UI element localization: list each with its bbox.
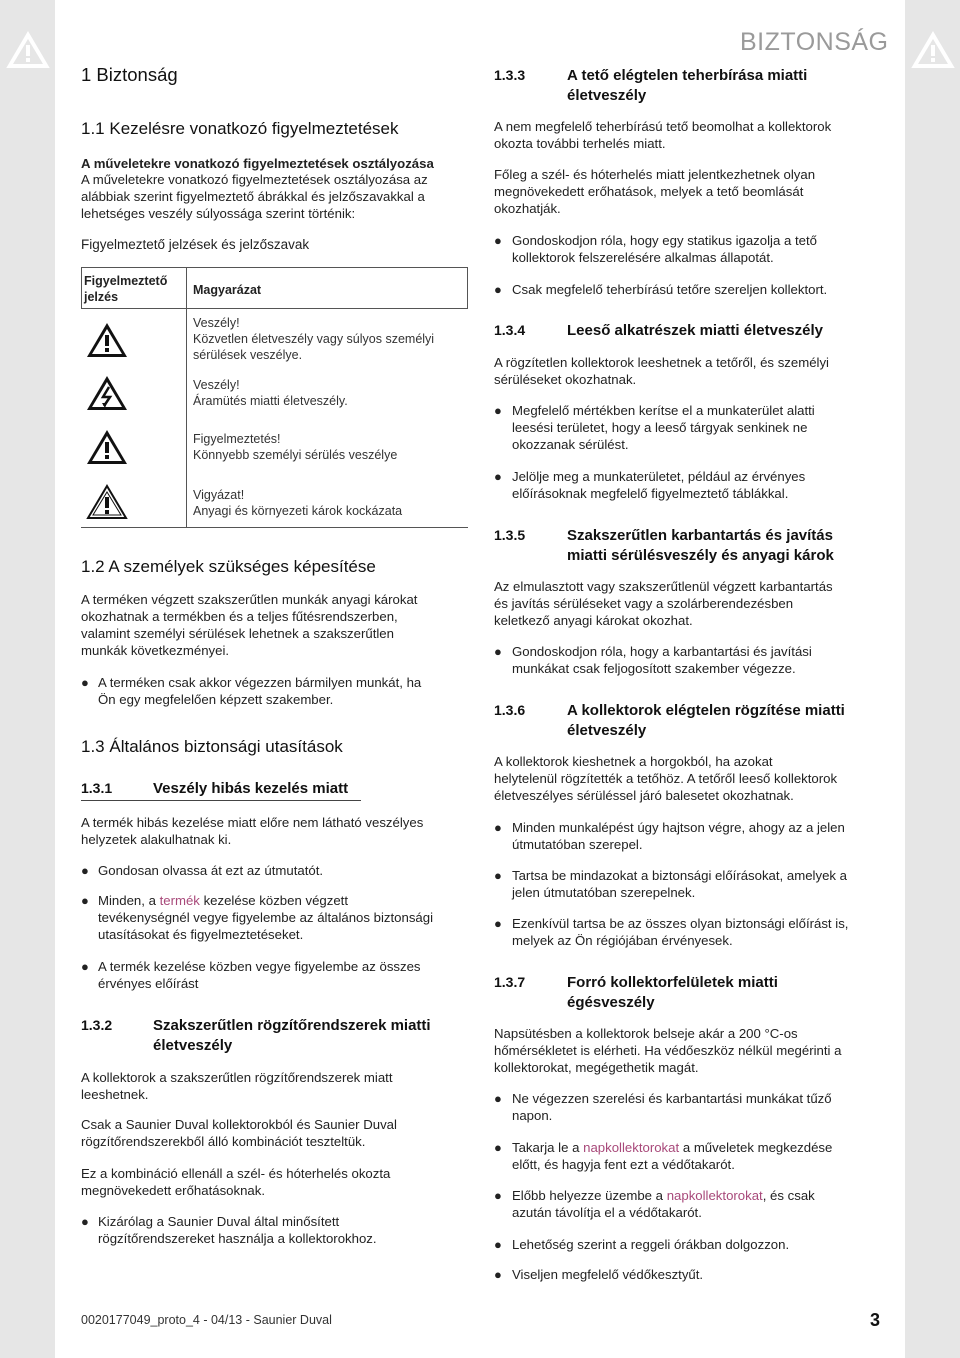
napkollektorokat-link[interactable]: napkollektorokat bbox=[583, 1140, 680, 1155]
b137-1-line-1: Ne végezzen szerelési és karbantartási munkákat tűző bbox=[512, 1091, 832, 1106]
row4-line-2: Anyagi és környezeti károk kockázata bbox=[193, 504, 403, 518]
section-title-137-line-2: égésveszély bbox=[567, 994, 655, 1011]
b135-line-1: Gondoskodjon róla, hogy a karbantartási és javítási bbox=[512, 644, 812, 659]
p133a-line-2: okozta további terhelés miatt. bbox=[494, 136, 666, 151]
b131-2-line-1: Minden, a termék kezelése közben végzett bbox=[98, 893, 348, 908]
b136-1-line-1: Minden munkalépést úgy hajtson végre, ahogy az a jelen bbox=[512, 820, 845, 835]
b134-1-line-2: leesési területet, hogy a leeső tárgyak senkinek ne bbox=[512, 420, 808, 435]
termek-link[interactable]: termék bbox=[159, 893, 200, 908]
b131-2-line-3: utasításokat és figyelmeztetéseket. bbox=[98, 927, 304, 942]
b137-2-line-1: Takarja le a napkollektorokat a műveletek megkezdése bbox=[512, 1140, 833, 1155]
section-title-135-line-2: miatti sérülésveszély és anyagi károk bbox=[567, 547, 834, 564]
p133b-line-1: Főleg a szél- és hóterhelés miatt jelentkezhetnek olyan bbox=[494, 167, 816, 182]
b133-2: Csak megfelelő teherbírású tetőre szereljen kollektort. bbox=[512, 282, 828, 297]
bullet-dot: ● bbox=[494, 233, 502, 248]
p135-line-3: keletkező anyagi károkat okozhat. bbox=[494, 613, 693, 628]
b137-2-line-2: előtt, és hagyja fent ezt a védőtakarót. bbox=[512, 1157, 735, 1172]
b131-2-line-2: tevékenységnél vegye figyelembe az általános biztonsági bbox=[98, 910, 434, 925]
bullet-dot: ● bbox=[494, 1140, 502, 1155]
p132c-line-1: Ez a kombináció ellenáll a szél- és hóterhelés okozta bbox=[81, 1166, 391, 1181]
section-number-133: 1.3.3 bbox=[494, 67, 526, 83]
section-number-134: 1.3.4 bbox=[494, 322, 526, 338]
b135-line-2: munkákat csak feljogosított szakember végezze. bbox=[512, 661, 796, 676]
section-title-132-line-1: Szakszerűtlen rögzítőrendszerek miatti bbox=[153, 1017, 431, 1034]
p132b-line-1: Csak a Saunier Duval kollektorokból és Saunier Duval bbox=[81, 1117, 397, 1132]
bullet-dot: ● bbox=[494, 282, 502, 297]
p131-line-1: A termék hibás kezelése miatt előre nem látható veszélyes bbox=[81, 815, 424, 830]
b137-3-line-1: Előbb helyezze üzembe a napkollektorokat, és csak bbox=[512, 1188, 815, 1203]
row1-line-3: sérülések veszélye. bbox=[193, 348, 303, 362]
bullet-dot: ● bbox=[81, 675, 89, 690]
b12-line-1: A terméken csak akkor végezzen bármilyen munkát, ha bbox=[98, 675, 422, 690]
bullet-dot: ● bbox=[494, 469, 502, 484]
napkollektorokat-link[interactable]: napkollektorokat bbox=[666, 1188, 763, 1203]
p135-line-2: és javítás sérüléseket vagy a szolárberendezésben bbox=[494, 596, 794, 611]
warning-exclamation-icon bbox=[85, 428, 129, 466]
row4-line-1: Vigyázat! bbox=[193, 488, 245, 502]
bullet-dot: ● bbox=[494, 1188, 502, 1203]
section-title-134: Leeső alkatrészek miatti életveszély bbox=[567, 322, 823, 339]
p12-line-2: okozhatnak a termékben és a teljes fűtésrendszerben, bbox=[81, 609, 398, 624]
section-number-136: 1.3.6 bbox=[494, 702, 526, 718]
p131-line-2: helyzetek alakulhatnak ki. bbox=[81, 832, 232, 847]
table-col1-header-line-2: jelzés bbox=[84, 290, 119, 304]
p132c-line-2: megnövekedett erőhatásoknak. bbox=[81, 1183, 266, 1198]
intro-line-2: alábbiak szerint figyelmeztető ábrákkal és jelzőszavakkal a bbox=[81, 189, 425, 204]
row2-line-2: Áramütés miatti életveszély. bbox=[193, 394, 348, 408]
b134-1-line-1: Megfelelő mértékben kerítse el a munkaterület alatti bbox=[512, 403, 815, 418]
b137-1-line-2: napon. bbox=[512, 1108, 553, 1123]
b137-5: Viseljen megfelelő védőkesztyűt. bbox=[512, 1267, 704, 1282]
p134-line-1: A rögzítetlen kollektorok leeshetnek a tetőről, és személyi bbox=[494, 355, 829, 370]
b132-line-1: Kizárólag a Saunier Duval által minősített bbox=[98, 1214, 340, 1229]
section-title-137-line-1: Forró kollektorfelületek miatti bbox=[567, 974, 778, 991]
b131-3-line-1: A termék kezelése közben vegye figyelembe az összes bbox=[98, 959, 421, 974]
p132b-line-2: rögzítőrendszerekből álló kombinációt teszteltük. bbox=[81, 1134, 366, 1149]
electric-shock-warning-icon bbox=[85, 374, 129, 412]
b137-3-line-2: azután távolítja el a védőtakarót. bbox=[512, 1205, 702, 1220]
section-number-131: 1.3.1 bbox=[81, 780, 113, 796]
heading-1-2: 1.2 A személyek szükséges képesítése bbox=[81, 557, 376, 576]
heading-1-1: 1.1 Kezelésre vonatkozó figyelmeztetések bbox=[81, 119, 399, 138]
p133a-line-1: A nem megfelelő teherbírású tető beomolhat a kollektorok bbox=[494, 119, 832, 134]
b136-1-line-2: útmutatóban szerepel. bbox=[512, 837, 643, 852]
section-title-132-line-2: életveszély bbox=[153, 1037, 233, 1054]
section-title-135-line-1: Szakszerűtlen karbantartás és javítás bbox=[567, 527, 833, 544]
section-title-133-line-2: életveszély bbox=[567, 87, 647, 104]
table-bottom-rule bbox=[81, 527, 468, 528]
row1-line-1: Veszély! bbox=[193, 316, 240, 330]
b136-2-line-1: Tartsa be mindazokat a biztonsági előírásokat, amelyek a bbox=[512, 868, 847, 883]
section-label: BIZTONSÁG bbox=[740, 28, 889, 56]
table-col2-header: Magyarázat bbox=[193, 283, 262, 297]
p132a-line-2: leeshetnek. bbox=[81, 1087, 149, 1102]
row3-line-1: Figyelmeztetés! bbox=[193, 432, 281, 446]
p12-line-4: munkák következményei. bbox=[81, 643, 230, 658]
table-col1-header-line-1: Figyelmeztető bbox=[84, 274, 168, 288]
b136-2-line-2: jelen útmutatóban szerepelnek. bbox=[512, 885, 696, 900]
footer-doc-code: 0020177049_proto_4 - 04/13 - Saunier Duval bbox=[81, 1313, 332, 1327]
p132a-line-1: A kollektorok a szakszerűtlen rögzítőrendszerek miatt bbox=[81, 1070, 393, 1085]
p134-line-2: sérüléseket okozhatnak. bbox=[494, 372, 637, 387]
p12-line-1: A terméken végzett szakszerűtlen munkák anyagi károkat bbox=[81, 592, 418, 607]
bullet-dot: ● bbox=[494, 1267, 502, 1282]
bullet-dot: ● bbox=[494, 820, 502, 835]
section-title-133-line-1: A tető elégtelen teherbírása miatti bbox=[567, 67, 808, 84]
section-number-137: 1.3.7 bbox=[494, 974, 526, 990]
warning-triangle-icon bbox=[6, 30, 50, 70]
b136-3-line-1: Ezenkívül tartsa be az összes olyan biztonsági előírást is, bbox=[512, 916, 849, 931]
section-title-136-line-1: A kollektorok elégtelen rögzítése miatti bbox=[567, 702, 845, 719]
bullet-dot: ● bbox=[81, 863, 89, 878]
intro-line-3: lehetséges veszély súlyossága szerint történik: bbox=[81, 206, 356, 221]
b131-3-line-2: érvényes előírást bbox=[98, 976, 199, 991]
intro-bold: A műveletekre vonatkozó figyelmeztetések osztályozása bbox=[81, 156, 434, 171]
section-title-131: Veszély hibás kezelés miatt bbox=[153, 780, 349, 797]
bullet-dot: ● bbox=[81, 893, 89, 908]
b132-line-2: rögzítőrendszereket használja a kollektorokhoz. bbox=[98, 1231, 377, 1246]
p137-line-3: kollektorokat, megégethetik magát. bbox=[494, 1060, 699, 1075]
bullet-dot: ● bbox=[494, 916, 502, 931]
section-number-132: 1.3.2 bbox=[81, 1017, 113, 1033]
bullet-dot: ● bbox=[81, 959, 89, 974]
b131-1: Gondosan olvassa át ezt az útmutatót. bbox=[98, 863, 324, 878]
left-side-band bbox=[0, 0, 55, 1358]
b134-2-line-1: Jelölje meg a munkaterületet, például az érvényes bbox=[512, 469, 806, 484]
section-number-135: 1.3.5 bbox=[494, 527, 526, 543]
bullet-dot: ● bbox=[494, 644, 502, 659]
section-title-136-line-2: életveszély bbox=[567, 722, 647, 739]
section-rule bbox=[81, 800, 361, 801]
p133b-line-2: megnövekedett erőhatások, melyek a tető beomlását bbox=[494, 184, 804, 199]
row1-line-2: Közvetlen életveszély vagy súlyos személyi bbox=[193, 332, 435, 346]
table-divider bbox=[186, 309, 187, 527]
caution-outline-icon bbox=[85, 483, 129, 521]
page-number: 3 bbox=[870, 1310, 881, 1330]
bullet-dot: ● bbox=[494, 403, 502, 418]
p135-line-1: Az elmulasztott vagy szakszerűtlenül végzett karbantartás bbox=[494, 579, 833, 594]
p137-line-1: Napsütésben a kollektorok belseje akár a 200 °C-os bbox=[494, 1026, 798, 1041]
p133b-line-3: okozhatják. bbox=[494, 201, 561, 216]
bullet-dot: ● bbox=[494, 1237, 502, 1252]
b136-3-line-2: melyek az Ön régiójában érvényesek. bbox=[512, 933, 733, 948]
warning-triangle-icon bbox=[911, 30, 955, 70]
p137-line-2: hőmérsékletet is elérheti. Ha védőeszköz nélkül megérinti a bbox=[494, 1043, 842, 1058]
right-side-band bbox=[905, 0, 960, 1358]
bullet-dot: ● bbox=[81, 1214, 89, 1229]
row3-line-2: Könnyebb személyi sérülés veszélye bbox=[193, 448, 398, 462]
p12-line-3: valamint személyi sérülések lehetnek a szakszerűtlen bbox=[81, 626, 394, 641]
bullet-dot: ● bbox=[494, 1091, 502, 1106]
heading-1: 1 Biztonság bbox=[81, 64, 178, 85]
b12-line-2: Ön egy megfelelően képzett szakember. bbox=[98, 692, 334, 707]
table-subheading: Figyelmeztető jelzések és jelzőszavak bbox=[81, 237, 310, 252]
p136-line-3: életveszélyes sérüléssel járó balesetet okozhatnak. bbox=[494, 788, 794, 803]
row2-line-1: Veszély! bbox=[193, 378, 240, 392]
intro-line-1: A műveletekre vonatkozó figyelmeztetések osztályozása az bbox=[81, 172, 428, 187]
bullet-dot: ● bbox=[494, 868, 502, 883]
p136-line-1: A kollektorok kieshetnek a horgokból, ha azokat bbox=[494, 754, 773, 769]
b134-1-line-3: okozzanak sérülést. bbox=[512, 437, 629, 452]
b134-2-line-2: előírásoknak megfelelő figyelmeztető táblákkal. bbox=[512, 486, 789, 501]
b137-4: Lehetőség szerint a reggeli órákban dolgozzon. bbox=[512, 1237, 790, 1252]
b133-1-line-2: kollektorok felszerelésére alkalmas állapotát. bbox=[512, 250, 774, 265]
p136-line-2: helytelenül rögzítették a tetőhöz. A tetőről leeső kollektorok bbox=[494, 771, 838, 786]
b133-1-line-1: Gondoskodjon róla, hogy egy statikus igazolja a tető bbox=[512, 233, 817, 248]
heading-1-3: 1.3 Általános biztonsági utasítások bbox=[81, 737, 343, 756]
warning-exclamation-icon bbox=[85, 321, 129, 359]
